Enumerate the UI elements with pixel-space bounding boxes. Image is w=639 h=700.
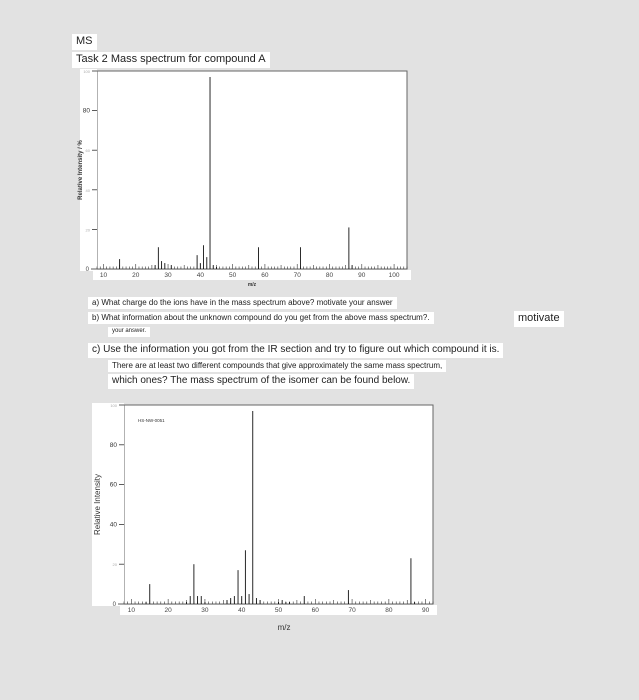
question-b-continued: motivate bbox=[514, 311, 564, 327]
y-zero-label: 0 bbox=[85, 267, 89, 273]
question-b: b) What information about the unknown compound do you get from the above mass spectrum?. bbox=[88, 312, 434, 324]
x-tick-label: 80 bbox=[385, 607, 393, 614]
x-tick-label: 100 bbox=[388, 272, 400, 279]
x-tick-label: 30 bbox=[201, 607, 209, 614]
x-tick-label: 10 bbox=[99, 272, 108, 279]
x-tick-label: 40 bbox=[238, 607, 246, 614]
x-tick-label: 60 bbox=[311, 607, 319, 614]
y-tick-label: 40 bbox=[109, 521, 117, 529]
y-tick-label: 20 bbox=[112, 562, 117, 568]
chart-title: HS-NW-0051 bbox=[138, 418, 165, 423]
y-tick-label: 40 bbox=[85, 187, 90, 193]
y-tick-label: 80 bbox=[109, 441, 117, 449]
x-tick-label: 90 bbox=[358, 272, 366, 279]
x-tick-label: 20 bbox=[164, 607, 172, 614]
question-c-line-1: There are at least two different compounds that give approximately the same mass spectrum, bbox=[108, 360, 446, 372]
x-axis-label: m/z bbox=[247, 282, 257, 288]
x-tick-label: 70 bbox=[293, 272, 301, 279]
y-tick-label: 100 bbox=[83, 69, 90, 74]
y-tick-label: 80 bbox=[82, 107, 90, 115]
x-tick-label: 50 bbox=[274, 607, 283, 614]
x-tick-label: 80 bbox=[325, 272, 334, 279]
x-tick-label: 10 bbox=[127, 607, 135, 614]
y-axis-label: Relative Intensity bbox=[93, 474, 102, 535]
x-tick-label: 60 bbox=[261, 272, 269, 279]
y-tick-label: 100 bbox=[110, 403, 117, 408]
x-tick-label: 40 bbox=[196, 272, 204, 279]
x-tick-label: 90 bbox=[422, 607, 430, 614]
section-heading: MS bbox=[72, 34, 97, 50]
x-axis-label: m/z bbox=[277, 623, 291, 632]
task-title: Task 2 Mass spectrum for compound A bbox=[72, 52, 270, 68]
x-tick-label: 30 bbox=[164, 272, 172, 279]
y-tick-label: 60 bbox=[85, 148, 90, 154]
x-tick-label: 70 bbox=[348, 607, 356, 614]
question-b-line-2: your answer. bbox=[108, 327, 150, 337]
question-c: c) Use the information you got from the IR section and try to figure out which compound it is. bbox=[88, 343, 503, 358]
y-zero-label: 0 bbox=[112, 602, 116, 608]
y-axis-label: Relative Intensity / % bbox=[78, 140, 84, 200]
y-tick-label: 20 bbox=[85, 227, 90, 233]
x-tick-label: 50 bbox=[229, 272, 237, 279]
y-tick-label: 60 bbox=[109, 481, 117, 489]
plot-frame bbox=[124, 405, 433, 604]
question-c-line-2: which ones? The mass spectrum of the isomer can be found below. bbox=[108, 374, 414, 389]
x-tick-label: 20 bbox=[132, 272, 140, 279]
question-a: a) What charge do the ions have in the mass spectrum above? motivate your answer bbox=[88, 297, 397, 309]
